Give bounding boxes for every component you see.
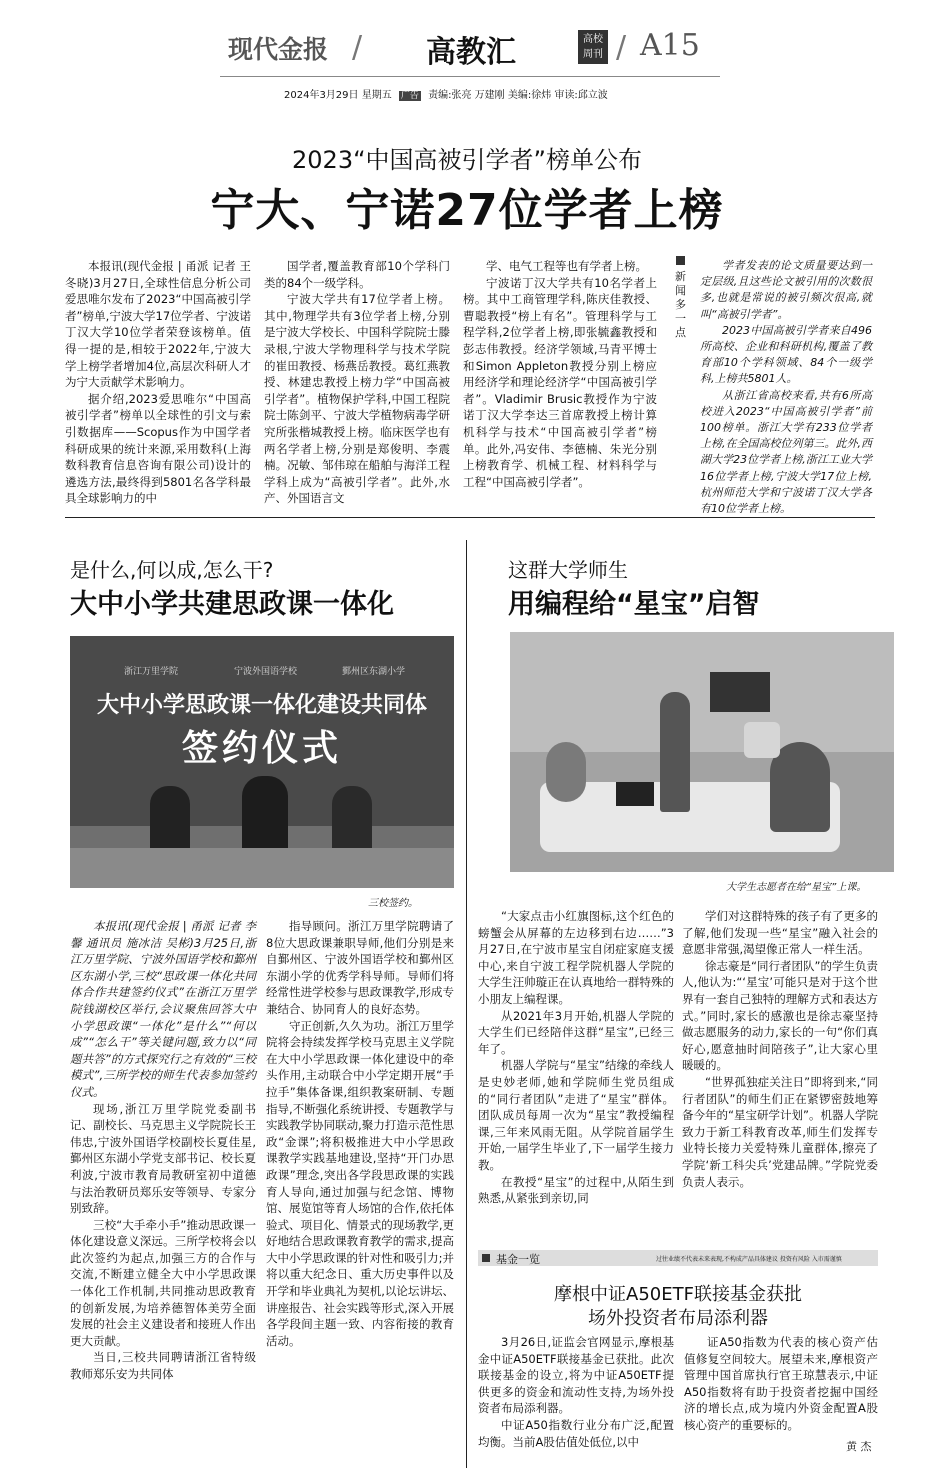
top-story-col-1 <box>65 258 251 506</box>
paragraph: 在教授“星宝”的过程中,从陌生到熟悉,从紧张到亲切,同 <box>478 1174 674 1206</box>
top-story-headline: 宁大、宁诺27位学者上榜 <box>210 185 724 236</box>
paragraph: “世界孤独症关注日”即将到来,“同行者团队”的师生们正在紧锣密鼓地筹备今年的“星宝研学计划”。机器人学院致力于新工科教育改革,师生们发挥专业特长接力关爱特殊儿童群体,擦亮了学院‘新工科尖兵’党建品牌。”学院党委负责人表示。 <box>682 1074 878 1189</box>
left-story-col-1 <box>70 918 256 1456</box>
fund-col-1 <box>478 1334 674 1462</box>
paragraph: “大家点击小红旗图标,这个红色的螃蟹会从屏幕的左边移到右边……”3月27日,在宁波市星宝自闭症家庭支援中心,来自宁波工程学院机器人学院的大学生汪帅璇正在认真地给一群特殊的小朋友上编程课。 <box>478 909 674 1006</box>
fund-headline-2: 场外投资者布局添利器 <box>588 1308 768 1329</box>
top-story-col-2 <box>264 258 450 506</box>
photo-child-2 <box>744 722 780 758</box>
editor-line: 责编:张亮 万建刚 美编:徐炜 审读:邱立波 <box>428 90 608 101</box>
left-story-col-2 <box>266 918 454 1456</box>
photo-laptop <box>616 782 654 806</box>
right-story-col-2 <box>682 908 878 1242</box>
photo-wall <box>510 632 894 752</box>
fund-disclaimer: 过往业绩不代表未来表现,不构成产品具体建议 投资有风险 入市需谨慎 <box>656 1256 842 1263</box>
signing-photo <box>70 636 454 888</box>
column-divider-vertical <box>466 540 467 1468</box>
paragraph: 三校“大手牵小手”推动思政课一体化建设意义深远。三所学校将会以此次签约为起点,加强三方的合作与交流,不断建立健全大中小学思政课一体化工作机制,共同推动思政教育的创新发展,为培养德智体美劳全面发展的社会主义建设者和接班人作出更大贡献。 <box>70 1217 256 1348</box>
paragraph: 现场,浙江万里学院党委副书记、副校长、马克思主义学院院长王伟忠,宁波外国语学校副校长夏佳星,鄞州区东湖小学党支部书记、校长夏利波,宁波市教育局教研室初中道德与法治教研员郑乐安等领导、专家分别致辞。 <box>70 1101 256 1216</box>
weekly-badge-line-1: 高校 <box>583 34 603 45</box>
section-title: 高教汇 <box>426 35 516 70</box>
fund-col-2 <box>684 1334 878 1434</box>
photo-volunteer <box>770 742 830 832</box>
paragraph: 国学者,覆盖教育部10个学科门类的84个一级学科。 <box>264 259 450 290</box>
header-rule <box>220 76 720 77</box>
sidebar-text <box>700 258 872 516</box>
date-text: 2024年3月29日 星期五 <box>284 90 392 101</box>
paragraph: 宁波诺丁汉大学共有10名学者上榜。其中工商管理学科,陈庆佳教授、曹聪教授“榜上有名”。管理科学与工程学科,2位学者上榜,即张毓鑫教授和彭志伟教授。经济学领域,马青平博士和Simon Appleton教授分别上榜应用经济学和理论经济学“中国高被引学者”。Vladimir Brusic教授作为宁波诺丁汉大学李达三首席教授上榜计算机科学与技术“中国高被引学者”榜单。此外,冯安伟、李德楠、朱光分别上榜教育学、机械工程、材料科学与工程“中国高被引学者”。 <box>463 275 657 489</box>
date-line <box>284 86 608 101</box>
ad-mark: 广告 <box>400 91 419 101</box>
right-story-headline: 用编程给“星宝”启智 <box>508 589 760 620</box>
sidebar-marker-icon <box>676 256 685 265</box>
fund-bar-icon <box>482 1254 490 1262</box>
paragraph: 证A50指数为代表的核心资产估值修复空间较大。展望未来,摩根资产管理中国首席执行官王琼慧表示,中证A50指数将有助于投资者挖掘中国经济的增长点,成为境内外资金配置A股核心资产的重要标的。 <box>684 1335 878 1432</box>
sidebar-label: 新闻多一点 <box>675 270 686 339</box>
photo-whiteboard <box>710 672 770 712</box>
photo-banner-text: 大中小学思政课一体化建设共同体 <box>96 693 427 718</box>
left-story-headline: 大中小学共建思政课一体化 <box>70 589 394 620</box>
header-slash-2: / <box>616 30 627 65</box>
paragraph: 学们对这群特殊的孩子有了更多的了解,他们发现一些“星宝”融入社会的意愿非常强,渴望像正常人一样生活。 <box>682 909 878 957</box>
classroom-photo-caption: 大学生志愿者在给“星宝”上课。 <box>726 882 867 893</box>
weekly-badge-line-2: 周刊 <box>583 49 603 60</box>
photo-student <box>660 692 690 812</box>
photo-school-2: 宁波外国语学校 <box>234 667 298 677</box>
page-number: A15 <box>640 28 700 63</box>
right-story-col-1 <box>478 908 674 1242</box>
photo-title-text: 签约仪式 <box>181 728 342 769</box>
classroom-photo <box>510 632 894 872</box>
photo-child-1 <box>546 742 586 802</box>
weekly-badge <box>578 30 608 64</box>
photo-school-3: 鄞州区东湖小学 <box>342 667 406 677</box>
paragraph: 本报讯(现代金报 | 甬派 记者 李馨 通讯员 施冰洁 吴彬)3月25日,浙江万里学院、宁波外国语学校和鄞州区东湖小学,三校“思政课一体化共同体合作共建签约仪式”在浙江万里学院钱湖校区举行,会议聚焦回答大中小学思政课“一体化”是什么”“何以成”“怎么干”等关键问题,致力以“同题共答”的方式探究行之有效的“三校模式”,三所学校的师生代表参加签约仪式。 <box>70 919 256 1099</box>
paragraph: 从2021年3月开始,机器人学院的大学生们已经陪伴这群“星宝”,已经三年了。 <box>478 1008 674 1056</box>
paragraph: 当日,三校共同聘请浙江省特级教师郑乐安为共同体 <box>70 1350 256 1382</box>
top-story-col-3 <box>463 258 657 490</box>
paragraph: 从浙江省高校来看,共有6所高校进入2023“中国高被引学者”前100榜单。浙江大学有233位学者上榜,在全国高校位列第三。此外,西湖大学23位学者上榜,浙江工业大学16位学者上榜,宁波大学17位上榜,杭州师范大学和宁波诺丁汉大学各有10位学者上榜。 <box>700 388 872 516</box>
paragraph: 学、电气工程等也有学者上榜。 <box>486 259 647 273</box>
section-divider <box>65 517 875 518</box>
header-slash-1: / <box>352 30 363 65</box>
paper-name: 现代金报 <box>228 35 329 64</box>
paragraph: 机器人学院与“星宝”结缘的牵线人是史妙老师,她和学院师生党员组成的“同行者团队”走进了“星宝”群体。团队成员每周一次为“星宝”教授编程课,三年来风雨无阻。从学院首届学生开始,一届学生毕业了,下一届学生接力教。 <box>478 1058 674 1172</box>
paragraph: 指导顾问。浙江万里学院聘请了8位大思政课兼职导师,他们分别是来自鄞州区、宁波外国语学校和鄞州区东湖小学的优秀学科导师。导师们将经常性进学校参与思政课教学,形成专兼结合、协同育人的良好态势。 <box>266 919 454 1016</box>
paragraph: 徐志豪是“同行者团队”的学生负责人,他认为:“‘星宝’可能只是对于这个世界有一套自己独特的理解方式和表达方式。”同时,家长的感激也是徐志豪坚持做志愿服务的动力,家长的一句“你们真好心,愿意抽时间陪孩子”,让大家心里暖暖的。 <box>682 958 878 1073</box>
paragraph: 2023中国高被引学者来自496所高校、企业和科研机构,覆盖了教育部10个学科领域、84个一级学科,上榜共5801人。 <box>700 323 872 386</box>
photo-table <box>70 848 454 888</box>
paragraph: 学者发表的论文质量要达到一定层级,且这些论文被引用的次数很多,也就是常说的被引频次很高,就叫“高被引学者”。 <box>700 259 872 321</box>
paragraph: 中证A50指数行业分布广泛,配置均衡。当前A股估值处低位,以中 <box>478 1417 674 1449</box>
fund-label: 基金一览 <box>496 1253 540 1266</box>
top-story-kicker: 2023“中国高被引学者”榜单公布 <box>292 146 642 174</box>
paragraph: 守正创新,久久为功。浙江万里学院将会持续发挥学校马克思主义学院在大中小学思政课一体化建设中的牵头作用,主动联合中小学定期开展“手拉手”集体备课,组织教案研制、专题指导,不断强化系统讲授、专题教学与实践教学协同联动,聚力打造示范性思政“金课”;将积极推进大中小学思政课教学实践基地建设,坚持“开门办思政课”理念,突出各学段思政课的实践育人导向,通过加强与纪念馆、博物馆、展览馆等育人场馆的合作,依托体验式、项目化、情景式的现场教学,更好地结合思政课教育教学的需求,提高大中小学思政课的针对性和吸引力;并将以重大纪念日、重大历史事件以及开学和毕业典礼为契机,以论坛讲坛、讲座报告、社会实践等形式,深入开展各学段间主题一致、内容衔接的教育活动。 <box>266 1018 454 1348</box>
paragraph: 3月26日,证监会官网显示,摩根基金中证A50ETF联接基金已获批。此次联接基金的设立,将为中证A50ETF提供更多的资金和流动性支持,为场外投资者布局添利器。 <box>478 1335 674 1416</box>
fund-headline-1: 摩根中证A50ETF联接基金获批 <box>554 1284 802 1305</box>
signing-photo-caption: 三校签约。 <box>368 898 418 909</box>
paragraph: 宁波大学共有17位学者上榜。其中,物理学共有3位学者上榜,分别是宁波大学校长、中国科学院院士滕录根,宁波大学物理科学与技术学院的崔田教授、杨燕岳教授。葛红燕教授、林建忠教授上榜力学“中国高被引学者”。植物保护学科,中国工程院院士陈剑平、宁波大学植物病毒学研究所张楷城教授上榜。临床医学也有两名学者上榜,分别是郑俊明、李震楠。况敏、邹伟琼在船舶与海洋工程学科上成为“高被引学者”。此外,水产、外国语言文 <box>264 292 450 506</box>
photo-school-1: 浙江万里学院 <box>124 667 179 677</box>
right-story-kicker: 这群大学师生 <box>508 558 628 582</box>
paragraph: 本报讯(现代金报 | 甬派 记者 王冬晓)3月27日,全球性信息分析公司爱思唯尔发布了2023“中国高被引学者”榜单,宁波大学17位学者、宁波诺丁汉大学10位学者荣登该榜单。值得一提的是,相较于2022年,宁波大学上榜学者增加4位,高层次科研人才为宁大贡献学术影响力。 <box>65 259 251 390</box>
left-story-kicker: 是什么,何以成,怎么干? <box>70 558 274 582</box>
paragraph: 据介绍,2023爱思唯尔“中国高被引学者”榜单以全球性的引文与索引数据库——Scopus作为中国学者科研成果的统计来源,采用数科(上海数科教育信息咨询有限公司)设计的遴选方法,最终得到5801名各学科最具全球影响力的中 <box>65 391 251 506</box>
fund-author: 黄 杰 <box>846 1440 872 1453</box>
